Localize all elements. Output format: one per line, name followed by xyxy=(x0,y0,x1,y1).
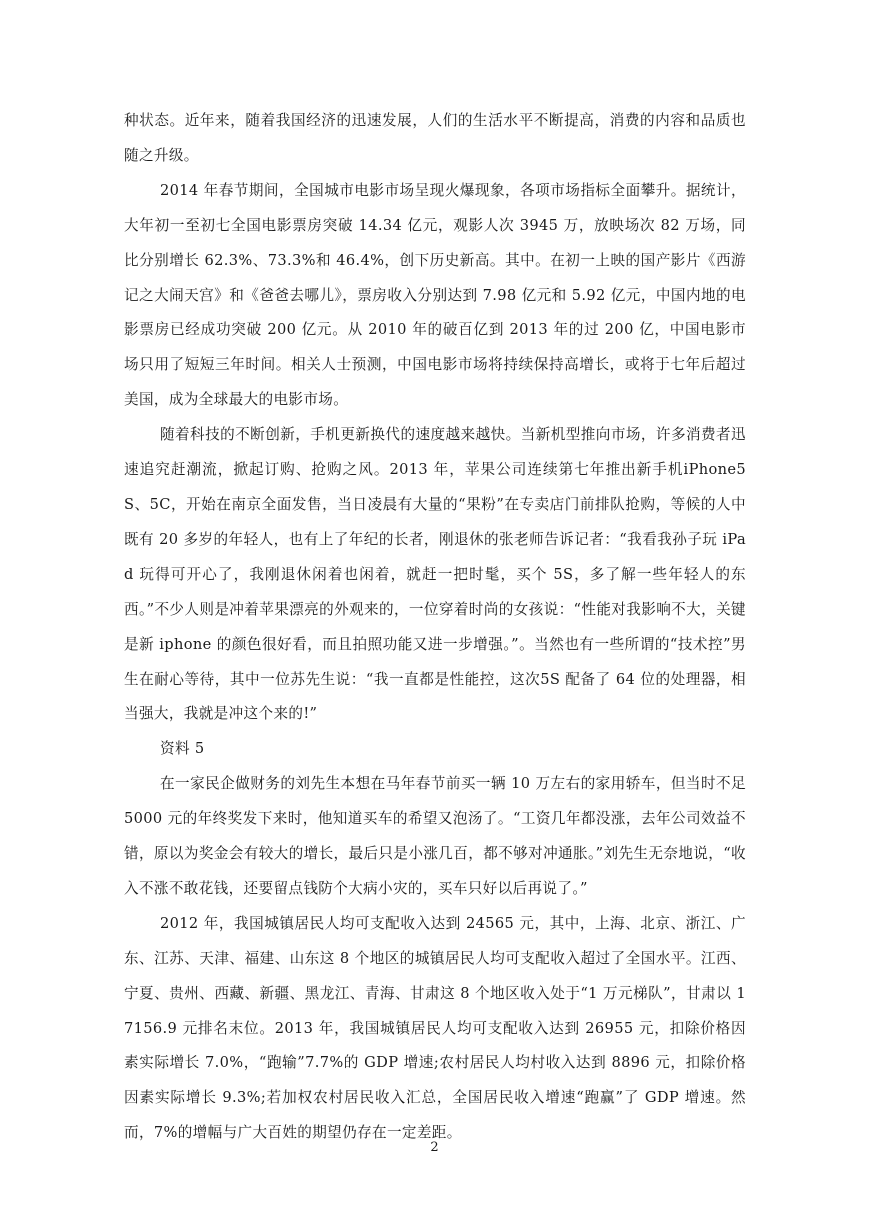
body-text xyxy=(124,104,746,1151)
page-number: 2 xyxy=(430,1140,439,1155)
paragraph-continuation: 种状态。近年来，随着我国经济的迅速发展，人们的生活水平不断提高，消费的内容和品质也随之升级。 xyxy=(124,112,746,164)
paragraph-mr-liu-car: 在一家民企做财务的刘先生本想在马年春节前买一辆 10 万左右的家用轿车，但当时不足 5000 元的年终奖发下来时，他知道买车的希望又泡汤了。“工资几年都没涨，去年公司效益不错，原以为奖金会有较大的增长，最后只是小涨几百，都不够对冲通胀。”刘先生无奈地说，“收入不涨不敢花钱，还要留点钱防个大病小灾的，买车只好以后再说了。” xyxy=(124,775,746,897)
section-heading-material-5: 资料 5 xyxy=(160,740,205,758)
paragraph-spring-festival-box-office: 2014 年春节期间，全国城市电影市场呈现火爆现象，各项市场指标全面攀升。据统计，大年初一至初七全国电影票房突破 14.34 亿元，观影人次 3945 万，放映场次 82 万场，同比分别增长 62.3%、73.3%和 46.4%，创下历史新高。其中。在初一上映的国产影片《西游记之大闹天宫》和《爸爸去哪儿》，票房收入分别达到 7.98 亿元和 5.92 亿元，中国内地的电影票房已经成功突破 200 亿元。从 2010 年的破百亿到 2013 年的过 200 亿，中国电影市场只用了短短三年时间。相关人士预测，中国电影市场将持续保持高增长，或将于七年后超过美国，成为全球最大的电影市场。 xyxy=(124,181,746,409)
paragraph-iphone-launch: 随着科技的不断创新，手机更新换代的速度越来越快。当新机型推向市场，许多消费者迅速追究赶潮流，掀起订购、抢购之风。2013 年，苹果公司连续第七年推出新手机iPhone5S、5C，开始在南京全面发售，当日凌晨有大量的“果粉”在专卖店门前排队抢购，等候的人中既有 20 多岁的年轻人，也有上了年纪的长者，刚退休的张老师告诉记者：“我看我孙子玩 iPad 玩得可开心了，我刚退休闲着也闲着，就赶一把时髦，买个 5S，多了解一些年轻人的东西。”不少人则是冲着苹果漂亮的外观来的，一位穿着时尚的女孩说：“性能对我影响不大，关键是新 iphone 的颜色很好看，而且拍照功能又进一步增强。”。当然也有一些所谓的“技术控”男生在耐心等待，其中一位苏先生说：“我一直都是性能控，这次5S 配备了 64 位的处理器，相当强大，我就是冲这个来的!” xyxy=(124,426,746,723)
paragraph-income-statistics: 2012 年，我国城镇居民人均可支配收入达到 24565 元，其中，上海、北京、浙江、广东、江苏、天津、福建、山东这 8 个地区的城镇居民人均可支配收入超过了全国水平。江西、宁夏、贵州、西藏、新疆、黑龙江、青海、甘肃这 8 个地区收入处于“1 万元梯队”，甘肃以 17156.9 元排名末位。2013 年，我国城镇居民人均可支配收入达到 26955 元，扣除价格因素实际增长 7.0%，“跑输”7.7%的 GDP 增速;农村居民人均村收入达到 8896 元，扣除价格因素实际增长 9.3%;若加权农村居民收入汇总，全国居民收入增速“跑赢”了 GDP 增速。然而，7%的增幅与广大百姓的期望仍存在一定差距。 xyxy=(124,914,746,1142)
